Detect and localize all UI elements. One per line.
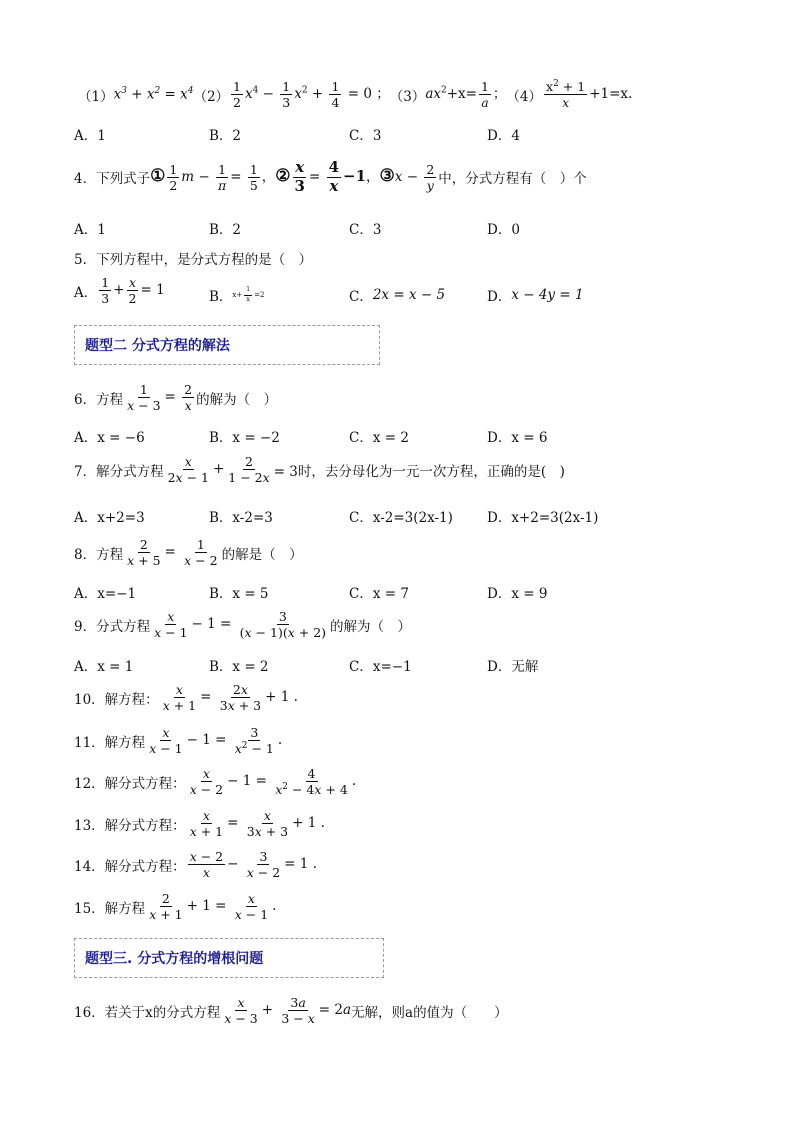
q9-option-c: C．x=−1 <box>349 659 412 675</box>
q13-equation: $\frac{x}{x + 1}$ = $\frac{x}{3x + 3}$ + 1 . <box>189 808 325 840</box>
q3-item-2-label: （2） <box>193 88 230 105</box>
q16-tail: 无解，则a的值为（ ） <box>351 1004 508 1021</box>
q8-stem <box>74 538 303 567</box>
q4-expression-2: ② $\frac{x}{3}$ = $\frac{4}{x}$ −1， <box>275 158 380 195</box>
q5-option-d-label: D． <box>487 289 512 305</box>
q8-option-b: B．x = 5 <box>209 586 269 602</box>
q13-stem <box>74 809 325 838</box>
q8-lead: 8．方程 <box>74 546 124 563</box>
q6-stem <box>74 383 277 412</box>
q8-tail: 的解是（ ） <box>221 546 303 563</box>
q5-option-c-equation: 2x = x − 5 <box>372 287 446 303</box>
q4-expression-1: ① $\frac{1}{2}$ m − $\frac{1}{\pi}$ = $\frac{1}{5}$ ， <box>150 161 276 193</box>
q14-equation: $\frac{x - 2}{x}$ − $\frac{3}{x - 2}$ = 1 . <box>189 849 317 881</box>
section-heading-2 <box>74 325 380 365</box>
q3-option-d: D．4 <box>487 128 520 144</box>
q9-option-a: A．x = 1 <box>74 659 134 675</box>
q9-tail: 的解为（ ） <box>330 618 412 635</box>
q14-stem <box>74 850 317 879</box>
q11-stem <box>74 726 282 755</box>
q5-option-d-equation: x − 4y = 1 <box>511 287 584 303</box>
q8-option-a: A．x=−1 <box>74 586 137 602</box>
q12-equation: $\frac{x}{x - 2}$ − 1 = $\frac{4}{x^2 - 4x + 4}$ . <box>189 766 357 798</box>
q12-stem <box>74 767 356 796</box>
q11-equation: $\frac{x}{x - 1}$ − 1 = $\frac{3}{x^2 - 1}$ . <box>149 725 283 757</box>
q7-lead: 7．解分式方程 <box>74 463 164 480</box>
q6-option-a: A．x = −6 <box>74 430 145 446</box>
q11-lead: 11．解方程 <box>74 734 146 751</box>
section-heading-3 <box>74 938 384 978</box>
q15-equation: $\frac{2}{x + 1}$ + 1 = $\frac{x}{x - 1}$ . <box>149 891 277 923</box>
q8-option-c: C．x = 7 <box>349 586 409 602</box>
q5-option-b-label: B． <box>209 289 233 305</box>
q7-stem <box>74 455 565 484</box>
q8-equation: $\frac{2}{x + 5}$ = $\frac{1}{x - 2}$ <box>127 537 218 569</box>
q10-lead: 10．解方程： <box>74 691 159 708</box>
q13-lead: 13．解分式方程： <box>74 817 186 834</box>
q7-option-a: A．x+2=3 <box>74 510 145 526</box>
q3-item-1-equation: $x^3 + x^2 = x^4$ <box>113 86 194 103</box>
q7-tail: = 3时，去分母化为一元一次方程，正确的是( ) <box>273 463 565 480</box>
q5-option-b-equation: x+ $\frac{1}{x}$ =2 <box>232 286 265 303</box>
q9-equation: $\frac{x}{x - 1}$ − 1 = $\frac{3}{(x - 1)(x + 2)}$ <box>154 609 327 641</box>
q10-equation: $\frac{x}{x + 1}$ = $\frac{2x}{3x + 3}$ + 1 . <box>162 682 298 714</box>
q6-option-c: C．x = 2 <box>349 430 409 446</box>
q9-option-b: B．x = 2 <box>209 659 269 675</box>
q5-option-a-equation: $\frac{1}{3}$ + $\frac{x}{2}$ = 1 <box>101 275 165 307</box>
q9-lead: 9．分式方程 <box>74 618 151 635</box>
q5-option-b <box>209 285 264 305</box>
q4-option-a: A．1 <box>74 222 106 238</box>
q5-option-c-label: C． <box>349 289 373 305</box>
q7-option-d: D．x+2=3(2x-1) <box>487 510 599 526</box>
q4-expression-3: ③x − $\frac{2}{y}$ <box>379 161 435 193</box>
q7-option-c: C．x-2=3(2x-1) <box>349 510 453 526</box>
q14-lead: 14．解分式方程： <box>74 858 186 875</box>
q3-equations <box>78 80 632 109</box>
q7-option-b: B．x-2=3 <box>209 510 273 526</box>
q5-option-d <box>487 285 584 305</box>
q4-option-c: C．3 <box>349 222 382 238</box>
q3-item-3-label: （3） <box>389 88 426 105</box>
q6-equation: $\frac{1}{x - 3}$ = $\frac{2}{x}$ <box>127 382 193 414</box>
q3-item-4-label: （4） <box>506 88 543 105</box>
q4-option-b: B．2 <box>209 222 242 238</box>
q3-item-3-equation: $ax^2+x=$ $\frac{1}{a}$ ； <box>425 79 507 111</box>
q6-option-d: D．x = 6 <box>487 430 548 446</box>
q6-lead: 6．方程 <box>74 391 124 408</box>
q4-lead: 4．下列式子 <box>74 171 151 188</box>
section-2-title: 题型二 分式方程的解法 <box>85 338 230 354</box>
q6-option-b: B．x = −2 <box>209 430 280 446</box>
q16-lead: 16．若关于x的分式方程 <box>74 1004 221 1021</box>
q9-stem <box>74 610 411 639</box>
q3-item-4-equation: $\frac{x^2 + 1}{x}$ +1=x. <box>546 79 633 111</box>
q15-lead: 15．解方程 <box>74 900 146 917</box>
q16-equation: $\frac{x}{x - 3}$ + $\frac{3a}{3 - x}$ = 2a <box>224 995 352 1027</box>
section-3-title: 题型三. 分式方程的增根问题 <box>85 951 264 967</box>
q8-option-d: D．x = 9 <box>487 586 548 602</box>
q4-tail: 中，分式方程有（ ）个 <box>438 171 587 188</box>
q12-lead: 12．解分式方程： <box>74 775 186 792</box>
q3-option-b: B．2 <box>209 128 242 144</box>
q7-equation: $\frac{x}{2x - 1}$ + $\frac{2}{1 - 2x}$ <box>167 454 270 486</box>
q15-stem <box>74 892 276 921</box>
q4-option-d: D．0 <box>487 222 520 238</box>
q3-option-a: A．1 <box>74 128 106 144</box>
q3-item-2-equation: $\frac{1}{2}$ $x^4$ − $\frac{1}{3}$ $x^2$ + $\frac{1}{4}$ = 0 ； <box>233 79 390 111</box>
q3-item-1-label: （1） <box>78 88 114 105</box>
q5-option-a <box>74 276 165 305</box>
q4-stem <box>74 160 587 195</box>
q16-stem <box>74 996 508 1025</box>
q5-stem: 5．下列方程中，是分式方程的是（ ） <box>74 252 313 268</box>
q10-stem <box>74 683 298 712</box>
q5-option-c <box>349 285 445 305</box>
q9-option-d: D．无解 <box>487 659 539 675</box>
q6-tail: 的解为（ ） <box>196 391 278 408</box>
q3-option-c: C．3 <box>349 128 382 144</box>
q5-option-a-label: A． <box>74 284 98 301</box>
